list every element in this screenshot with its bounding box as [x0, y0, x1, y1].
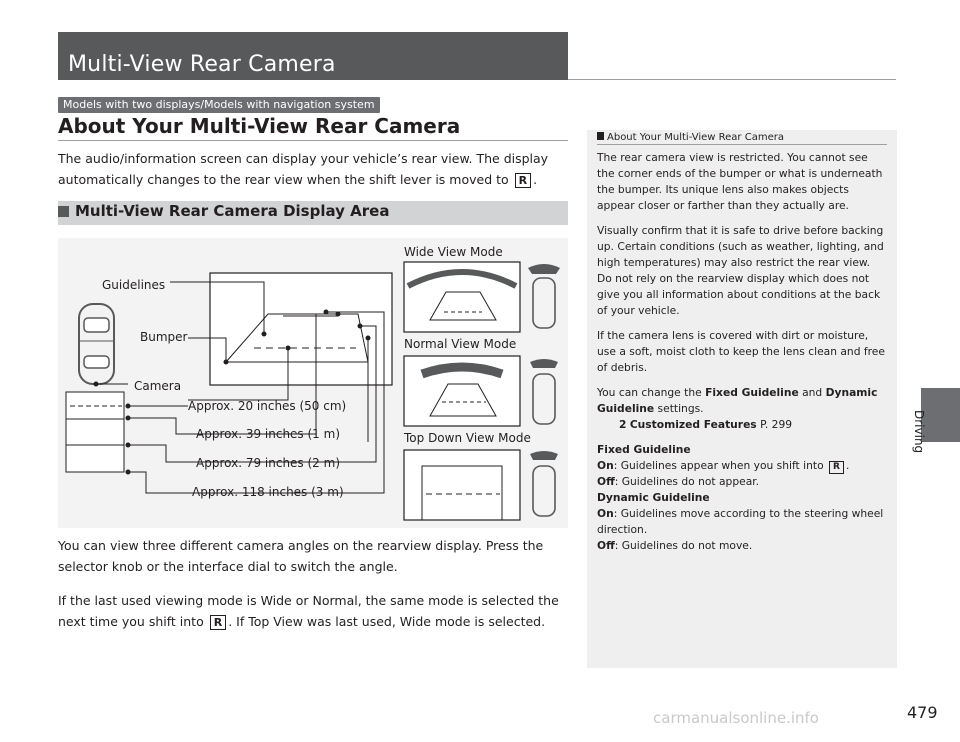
side-car-icons — [533, 278, 555, 516]
dynamic-guideline-off — [597, 538, 887, 554]
label-bumper: Bumper — [140, 330, 188, 344]
label-distance-79: Approx. 79 inches (2 m) — [196, 456, 340, 470]
sidebar-text: : Guidelines appear when you shift into — [613, 459, 824, 472]
sidebar-bold: Fixed Guideline — [705, 386, 799, 399]
sidebar-text: : Guidelines do not move. — [614, 539, 753, 552]
sidebar-para-3: If the camera lens is covered with dirt or moisture, use a soft, moist cloth to keep the lens clean and free of debris. — [597, 329, 885, 374]
sidebar-para-2: Visually confirm that it is safe to drive before backing up. Certain conditions (such as weather, lighting, and high temperatures) may also restrict the rear view. Do not rely on the rearview display which does not give you all information about conditions at the back of your vehicle. — [597, 224, 884, 317]
label-normal-view-mode: Normal View Mode — [404, 337, 517, 351]
top-down-view-thumbnail — [404, 450, 520, 520]
sidebar-text: : Guidelines do not appear. — [614, 475, 760, 488]
dynamic-guideline-on — [597, 506, 887, 538]
camera-display-diagram — [58, 238, 568, 528]
sidebar-bold: On — [597, 459, 614, 472]
sidebar-heading-text: About Your Multi-View Rear Camera — [607, 132, 784, 143]
shift-r-key: R — [515, 173, 531, 188]
watermark: carmanualsonline.info — [653, 709, 819, 727]
intro-text: The audio/information screen can display your vehicle’s rear view. The display automatically changes to the rear view when the shift lever is moved to — [58, 151, 549, 187]
title-rule — [568, 79, 896, 80]
sidebar-text: . — [845, 459, 850, 472]
label-distance-118: Approx. 118 inches (3 m) — [192, 485, 344, 499]
sidebar-text: : Guidelines move according to the steering wheel direction. — [597, 507, 884, 536]
subsection-heading-text: Multi-View Rear Camera Display Area — [75, 202, 390, 220]
shift-r-key: R — [829, 461, 844, 474]
note-marker-icon — [597, 132, 604, 140]
sidebar-para-4 — [597, 385, 887, 417]
camera-point — [94, 382, 99, 387]
sidebar-para-1: The rear camera view is restricted. You cannot see the corner ends of the bumper or what is underneath the bumper. Its unique lens also makes objects appear closer or farther than they actually are. — [597, 151, 883, 212]
sidebar-bold: Dynamic Guideline — [597, 386, 878, 415]
subsection-heading — [58, 202, 389, 220]
cross-reference-page: P. 299 — [760, 418, 793, 431]
section-heading: About Your Multi-View Rear Camera — [58, 114, 461, 138]
fixed-guideline-title — [597, 442, 887, 458]
side-tab-marker — [921, 388, 960, 442]
sidebar-text: You can change the — [597, 386, 702, 399]
dynamic-guideline-title — [597, 490, 887, 506]
rear-view-screen — [210, 273, 392, 385]
model-tag: Models with two displays/Models with navigation system — [58, 97, 380, 113]
normal-view-thumbnail — [404, 356, 520, 426]
paragraph-camera-angles: You can view three different camera angles on the rearview display. Press the selector knob or the interface dial to switch the angle. — [58, 538, 544, 574]
page-title: Multi-View Rear Camera — [68, 52, 336, 77]
distance-zones — [66, 392, 124, 472]
page-number: 479 — [907, 703, 938, 722]
sidebar-text: and — [802, 386, 823, 399]
intro-end: . — [533, 172, 538, 187]
sidebar-heading — [597, 132, 784, 143]
sidebar-bold: On — [597, 507, 614, 520]
para3-end: . If Top View was last used, Wide mode is selected. — [228, 614, 546, 629]
shift-r-key: R — [210, 615, 226, 630]
label-wide-view-mode: Wide View Mode — [404, 245, 503, 259]
para3-text: If the last used viewing mode is Wide or Normal, the same mode is selected the next time you shift into — [58, 593, 559, 629]
cross-reference-link[interactable]: Customized Features — [629, 418, 757, 431]
sidebar-bold: Fixed Guideline — [597, 443, 691, 456]
sidebar-bold: Off — [597, 475, 615, 488]
fixed-guideline-on — [597, 458, 887, 474]
label-distance-39: Approx. 39 inches (1 m) — [196, 427, 340, 441]
intro-paragraph — [58, 148, 570, 190]
car-top-view-icon — [78, 304, 115, 384]
cross-reference-icon: 2 — [619, 418, 627, 431]
sidebar-body — [597, 150, 887, 554]
sidebar-text: settings. — [657, 402, 704, 415]
label-guidelines: Guidelines — [102, 278, 166, 292]
wide-view-thumbnail — [404, 262, 520, 332]
label-camera: Camera — [134, 379, 182, 393]
section-rule — [58, 140, 568, 141]
square-bullet-icon — [58, 206, 69, 217]
sidebar-rule — [597, 144, 887, 145]
fixed-guideline-off — [597, 474, 887, 490]
cross-reference[interactable] — [597, 417, 887, 433]
label-top-down-view-mode: Top Down View Mode — [404, 431, 531, 445]
paragraph-last-mode — [58, 590, 570, 632]
sidebar-bold: Dynamic Guideline — [597, 491, 710, 504]
side-tab-label: Driving — [912, 410, 926, 454]
sidebar-bold: Off — [597, 539, 615, 552]
label-distance-20: Approx. 20 inches (50 cm) — [188, 399, 347, 413]
